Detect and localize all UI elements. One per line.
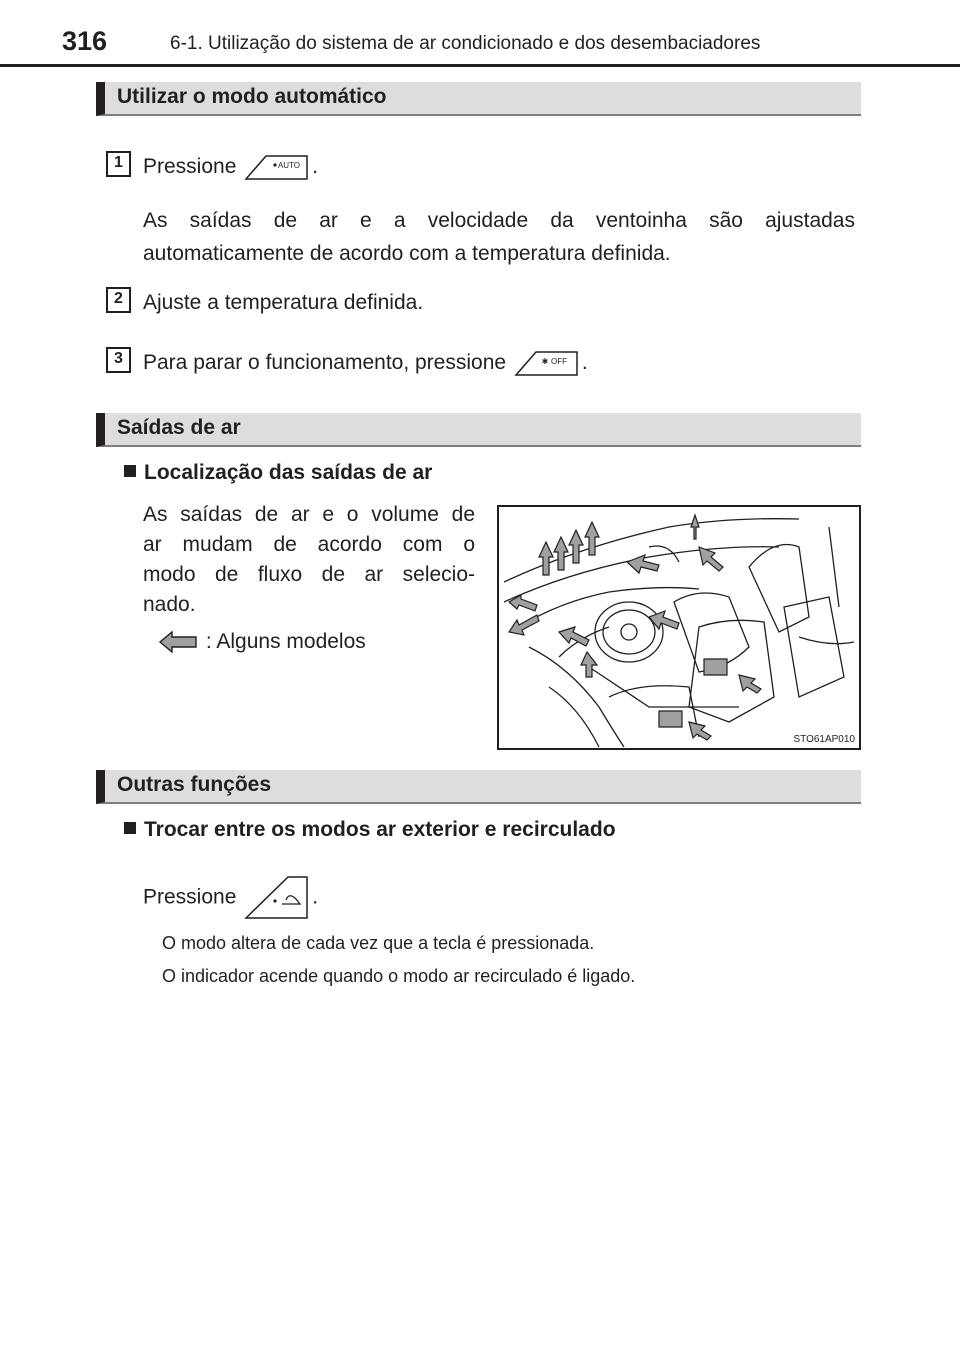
step-number-3: 3 [106,347,131,373]
press-recirculation: Pressione . [143,874,318,922]
note-mode-change: O modo altera de cada vez que a tecla é pressionada. [162,933,595,953]
page-number: 316 [62,26,108,56]
section-title-outlets: Saídas de ar [117,416,241,439]
step-1-label: Pressione [143,155,237,178]
step-1-detail: As saídas de ar e a velocidade da ventoinha são ajustadas automaticamente de acordo com a temperatura definida. [143,209,855,265]
step-2-text: Ajuste a temperatura definida. [143,291,424,314]
legend-some-models: : Alguns modelos [158,630,366,654]
chapter-title: 6-1. Utilização do sistema de ar condicionado e dos desembaciadores [170,33,761,54]
svg-text:✱: ✱ [541,357,549,367]
header-rule [0,64,960,67]
step-3-label: Para parar o funcionamento, pressione [143,351,507,374]
subheading-recirculation: Trocar entre os modos ar exterior e recirculado [124,818,616,842]
recirculation-button-icon [244,874,310,922]
step-3-text: Para parar o funcionamento, pressione ✱ OFF . [143,346,588,379]
section-header-auto [96,82,861,116]
car-interior-illustration [499,507,859,748]
section-header-outlets [96,413,861,447]
step-number-1: 1 [106,151,131,177]
figure-code: STO61AP010 [793,734,855,745]
step-number-2: 2 [106,287,131,313]
section-header-other [96,770,861,804]
air-outlets-figure [497,505,861,750]
step-1-text: Pressione AUTO . [143,150,318,183]
note-indicator: O indicador acende quando o modo ar recirculado é ligado. [162,966,636,986]
outlets-description: As saídas de ar e o volume de ar mudam de acordo com o modo de fluxo de ar selecio- nado. [143,503,475,616]
section-title-other: Outras funções [117,773,272,796]
square-bullet-icon [124,465,136,477]
off-button-label: OFF [550,357,567,367]
off-button-icon [514,348,580,378]
auto-button-label: AUTO [278,161,301,171]
arrow-legend-icon [158,630,200,654]
section-title-auto: Utilizar o modo automático [117,85,387,108]
auto-button-icon [244,152,310,182]
square-bullet-icon [124,822,136,834]
subheading-outlet-location: Localização das saídas de ar [124,461,432,485]
